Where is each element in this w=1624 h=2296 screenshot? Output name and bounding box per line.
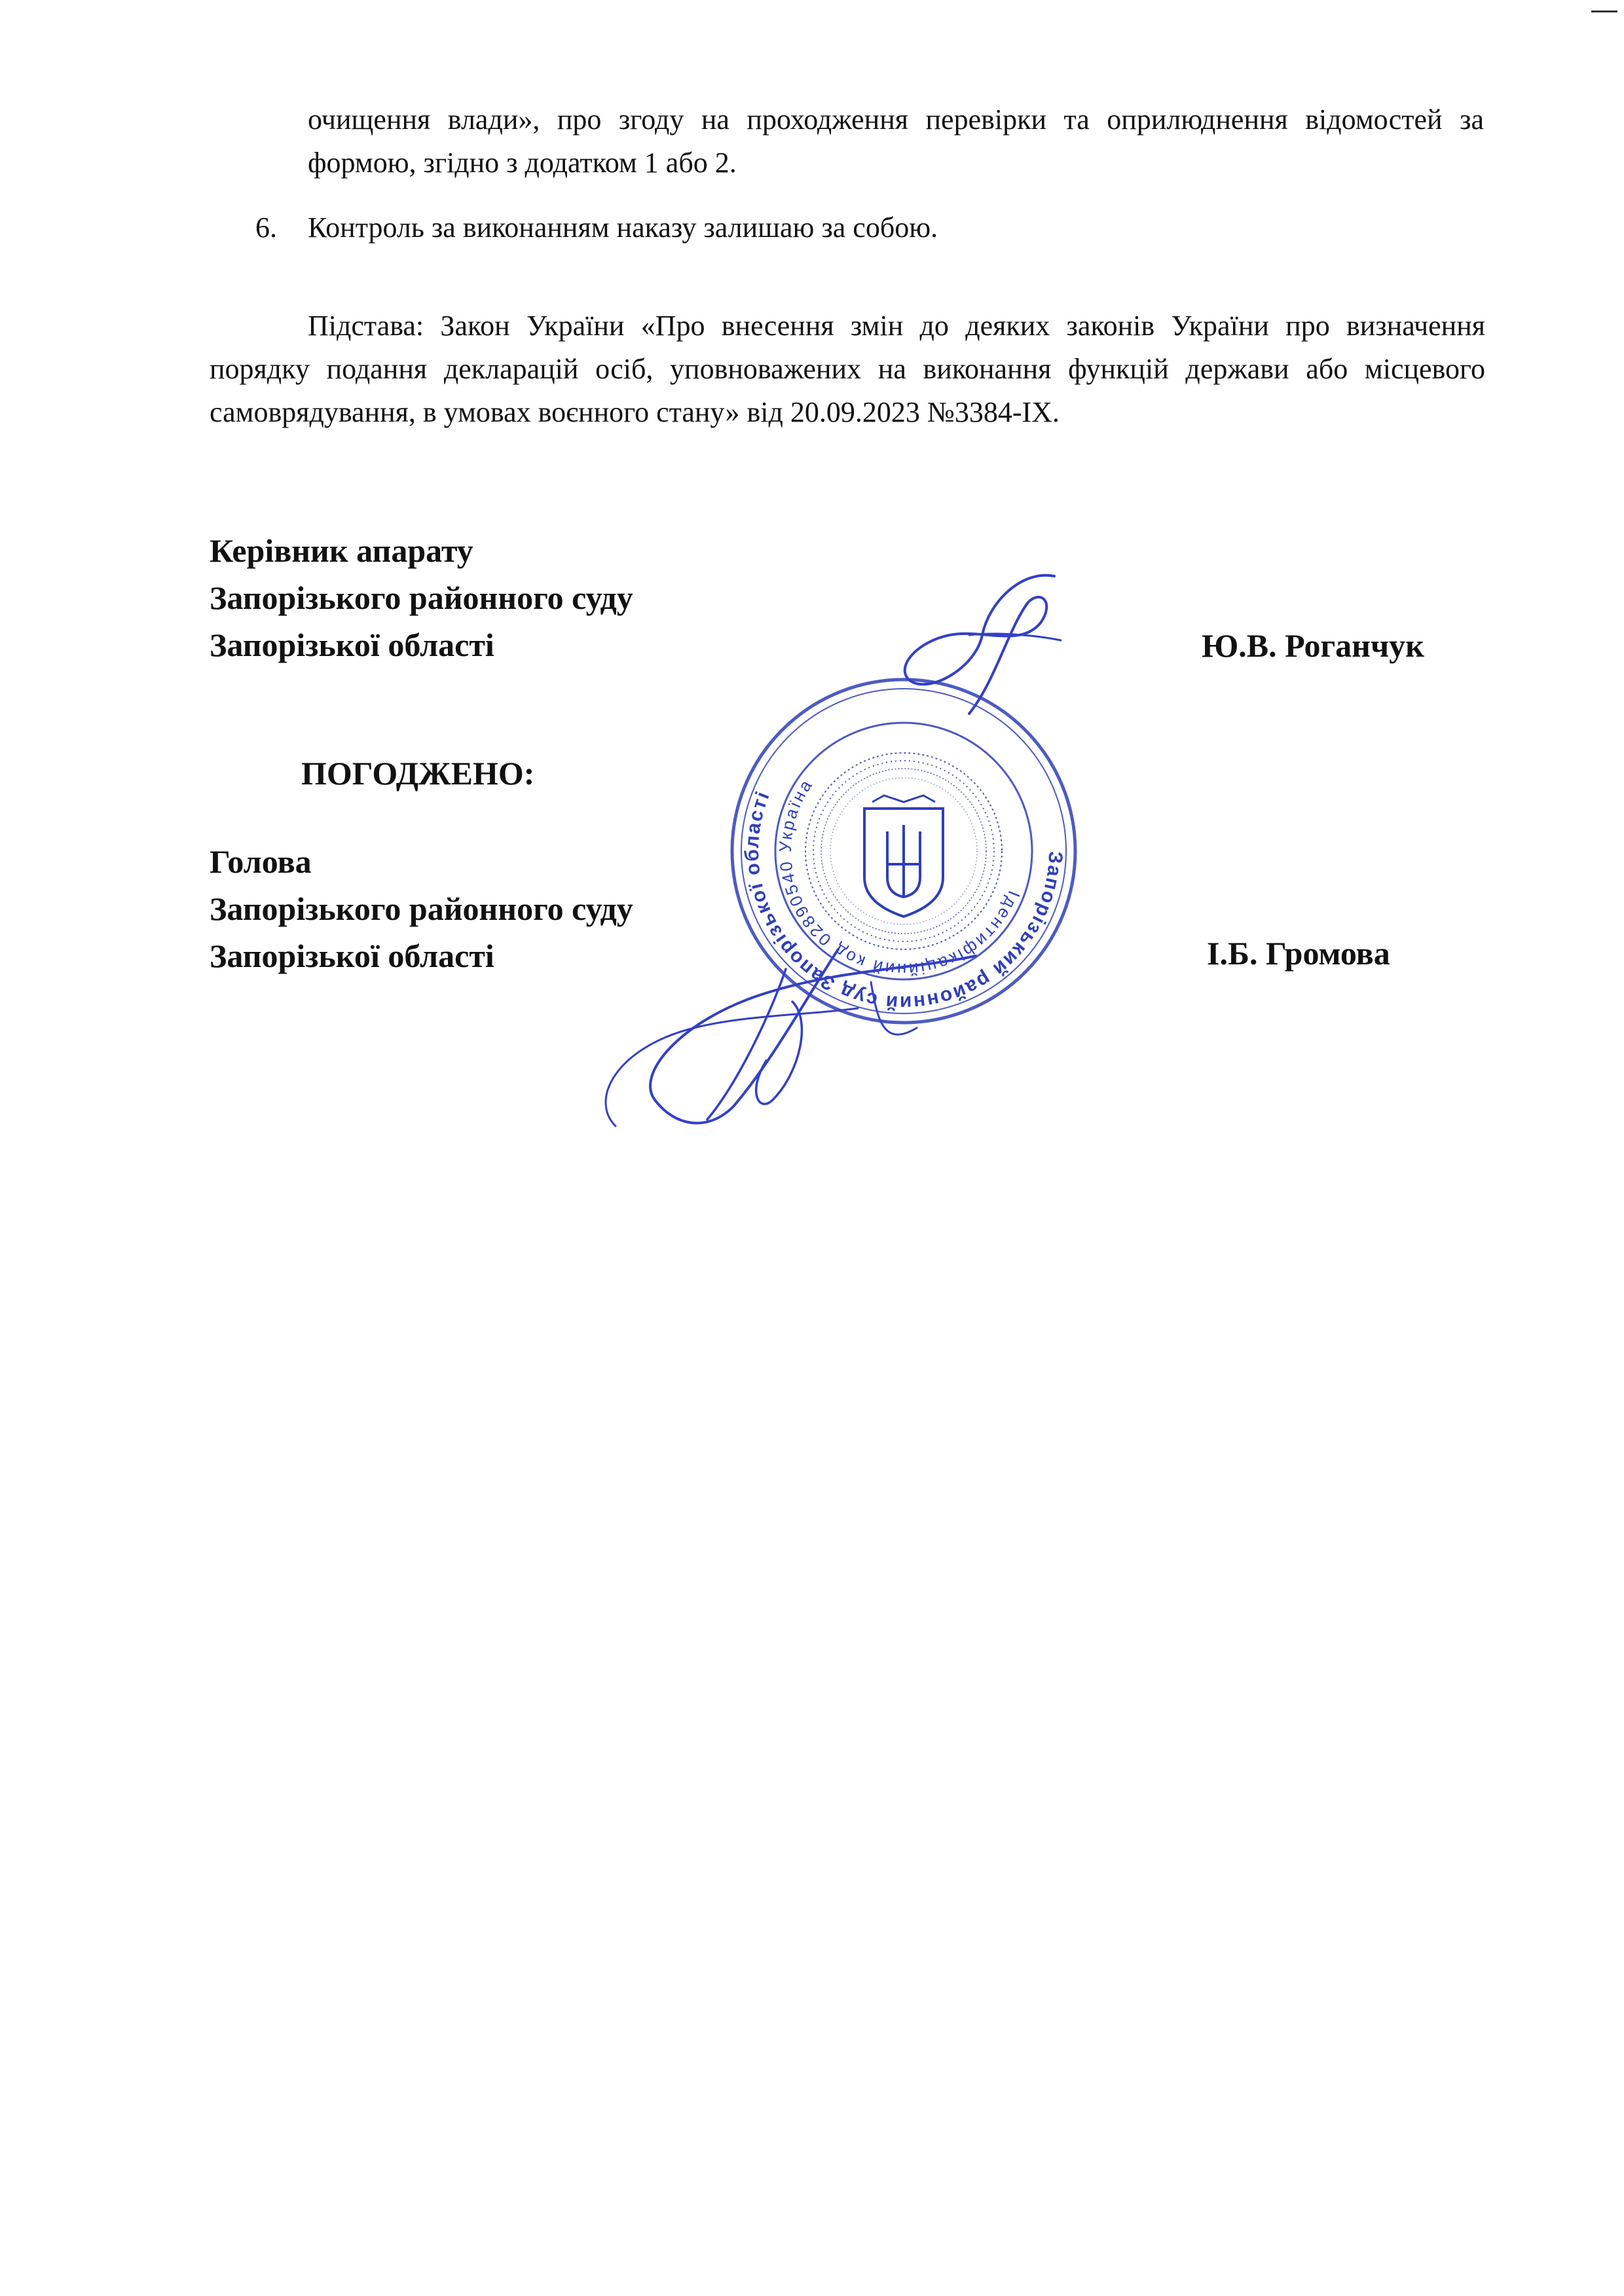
signatory1-title-line: Запорізької області <box>210 627 494 663</box>
list-item-6 <box>255 206 1486 249</box>
stamp-outer-text: Запорізький районний суд Запорізької області <box>741 787 1067 1014</box>
signatory1-name: Ю.В. Роганчук <box>1202 627 1424 664</box>
basis-paragraph: Підстава: Закон України «Про внесення змін до деяких законів України про визначення порядку подання декларацій осіб, уповноважених на виконання функцій держави або місцевого самоврядування, в умовах воєнного стану» від 20.09.2023 №3384-IX. <box>210 310 1485 428</box>
signatory2-title-line: Запорізького районного суду <box>210 890 633 927</box>
signatory1-title <box>210 527 633 668</box>
signature-1 <box>891 563 1074 720</box>
coat-of-arms-icon <box>864 795 943 917</box>
signatory2-title-line: Запорізької області <box>210 938 494 974</box>
approval-label: ПОГОДЖЕНО: <box>301 755 535 792</box>
signatory2-name: І.Б. Громова <box>1207 935 1390 972</box>
signatory1-title-line: Запорізького районного суду <box>210 579 633 616</box>
list-item-number: 6. <box>255 211 277 244</box>
signatory1-title-line: Керівник апарату <box>210 532 473 569</box>
list-item-text: Контроль за виконанням наказу залишаю за собою. <box>308 211 938 244</box>
item5-continuation: очищення влади», про згоду на проходження перевірки та оприлюднення відомостей за формою, згідно з додатком 1 або 2. <box>308 103 1484 179</box>
stamp-inner-text: Ідентифікаційний код 02890540 Україна <box>775 774 1025 980</box>
signature-2 <box>576 930 995 1139</box>
signatory2-title <box>210 838 633 979</box>
signatory2-title-line: Голова <box>210 843 312 880</box>
page-edge-mark <box>1591 10 1617 12</box>
